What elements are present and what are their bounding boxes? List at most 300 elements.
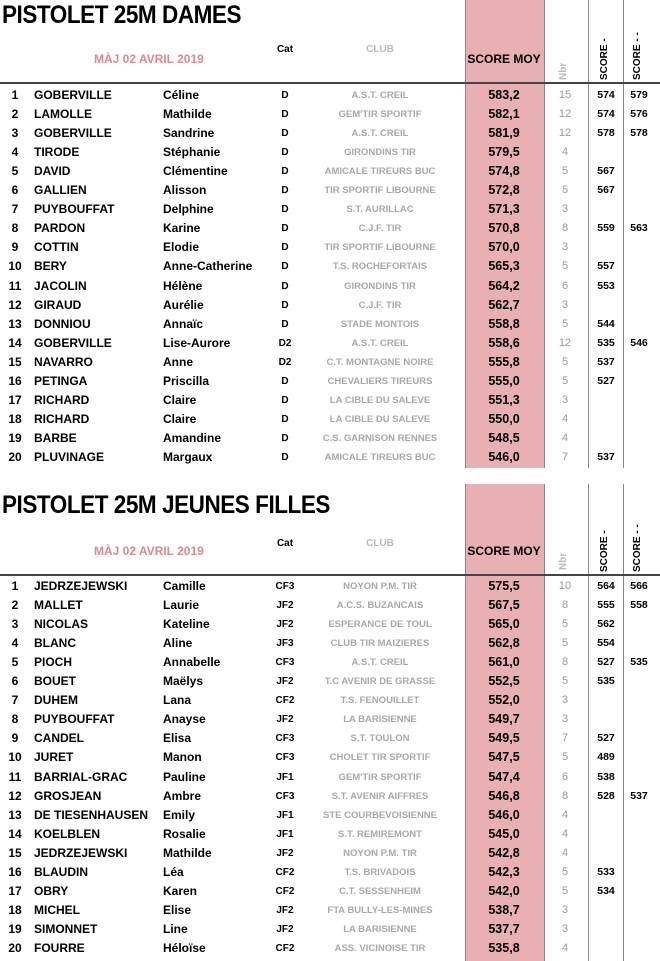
nbr-cell: 5 bbox=[561, 184, 569, 197]
score-2-cell: 535 bbox=[630, 656, 648, 669]
score-1-cell: 535 bbox=[597, 336, 615, 349]
score-1-cell: 554 bbox=[597, 637, 615, 650]
score-moy-cell: 542,0 bbox=[488, 883, 520, 898]
score-1-cell: 574 bbox=[597, 89, 615, 101]
score-moy-cell: 552,0 bbox=[488, 693, 520, 708]
club-cell: NOYON P.M. TIR bbox=[343, 581, 417, 592]
table-row bbox=[0, 391, 660, 410]
table-row bbox=[0, 181, 660, 200]
section-dames bbox=[0, 0, 660, 470]
score-moy-cell: 546,8 bbox=[488, 788, 520, 803]
first-name-cell: Annaïc bbox=[163, 316, 204, 331]
category-cell: D bbox=[281, 185, 289, 197]
score-1-cell: 489 bbox=[597, 751, 615, 764]
last-name-cell: CANDEL bbox=[34, 731, 84, 746]
last-name-cell: KOELBLEN bbox=[34, 826, 100, 841]
rank-cell: 13 bbox=[8, 807, 22, 822]
score-moy-cell: 546,0 bbox=[488, 449, 520, 464]
table-row bbox=[0, 296, 660, 315]
rank-cell: 3 bbox=[11, 126, 19, 141]
table-row bbox=[0, 806, 660, 825]
score-1-cell: 535 bbox=[597, 675, 615, 688]
rank-cell: 6 bbox=[11, 183, 19, 198]
table-row bbox=[0, 238, 660, 257]
first-name-cell: Sandrine bbox=[163, 126, 215, 141]
first-name-cell: Anayse bbox=[163, 712, 206, 727]
last-name-cell: RICHARD bbox=[34, 392, 90, 407]
club-cell: GIRONDINS TIR bbox=[344, 147, 416, 159]
table-row bbox=[0, 577, 660, 596]
category-cell: CF2 bbox=[275, 695, 295, 707]
category-cell: JF2 bbox=[276, 904, 294, 916]
score-1-cell: 567 bbox=[597, 184, 615, 197]
category-cell: CF3 bbox=[275, 733, 295, 745]
last-name-cell: COTTIN bbox=[34, 240, 79, 255]
last-name-cell: JEDRZEJEWSKI bbox=[34, 579, 128, 593]
rank-cell: 15 bbox=[8, 845, 22, 860]
score-moy-cell: 567,5 bbox=[488, 598, 520, 613]
nbr-cell: 8 bbox=[561, 789, 569, 802]
first-name-cell: Léa bbox=[163, 864, 184, 879]
category-cell: JF1 bbox=[276, 828, 294, 840]
table-row bbox=[0, 691, 660, 710]
score-moy-cell: 570,0 bbox=[488, 240, 520, 255]
table-row bbox=[0, 710, 660, 729]
nbr-cell: 5 bbox=[561, 317, 569, 330]
section-title: PISTOLET 25M DAMES bbox=[2, 1, 242, 29]
rank-cell: 14 bbox=[8, 826, 22, 841]
first-name-cell: Claire bbox=[163, 392, 197, 407]
first-name-cell: Margaux bbox=[163, 449, 213, 464]
header-cat: Cat bbox=[276, 538, 294, 549]
score-1-cell: 553 bbox=[597, 279, 615, 292]
score-moy-cell: 555,8 bbox=[488, 354, 520, 369]
last-name-cell: PUYBOUFFAT bbox=[34, 712, 115, 727]
first-name-cell: Lana bbox=[163, 693, 192, 708]
header-score-2: SCORE - - bbox=[632, 32, 643, 80]
score-moy-cell: 582,1 bbox=[488, 107, 520, 122]
last-name-cell: BERY bbox=[34, 259, 67, 274]
first-name-cell: Aurélie bbox=[163, 297, 204, 312]
score-1-cell: 537 bbox=[597, 450, 615, 463]
last-name-cell: PLUVINAGE bbox=[34, 449, 105, 464]
score-1-cell: 559 bbox=[597, 222, 615, 235]
last-name-cell: SIMONNET bbox=[34, 921, 98, 936]
category-cell: CF2 bbox=[275, 942, 295, 954]
nbr-cell: 5 bbox=[561, 751, 569, 764]
header-score-moy: SCORE MOY bbox=[467, 544, 541, 558]
category-cell: D bbox=[281, 166, 289, 178]
club-cell: T.S. FENOUILLET bbox=[340, 695, 420, 707]
table-row bbox=[0, 277, 660, 296]
nbr-cell: 3 bbox=[561, 922, 569, 935]
last-name-cell: DAVID bbox=[34, 164, 71, 179]
rank-cell: 13 bbox=[8, 316, 22, 331]
rank-cell: 18 bbox=[8, 902, 22, 917]
nbr-cell: 8 bbox=[561, 222, 569, 235]
first-name-cell: Ambre bbox=[163, 788, 202, 803]
score-moy-cell: 574,8 bbox=[488, 164, 520, 179]
table-row bbox=[0, 219, 660, 238]
rank-cell: 4 bbox=[11, 145, 19, 160]
score-2-cell: 576 bbox=[630, 108, 648, 121]
table-row bbox=[0, 86, 660, 105]
score-moy-cell: 583,2 bbox=[488, 88, 520, 102]
first-name-cell: Pauline bbox=[163, 769, 206, 784]
nbr-cell: 3 bbox=[561, 713, 569, 726]
score-1-cell: 574 bbox=[597, 108, 615, 121]
nbr-cell: 8 bbox=[561, 656, 569, 669]
last-name-cell: MICHEL bbox=[34, 902, 80, 917]
header-rule bbox=[0, 574, 660, 576]
club-cell: CHOLET TIR SPORTIF bbox=[329, 752, 431, 764]
nbr-cell: 4 bbox=[561, 827, 569, 840]
category-cell: D bbox=[281, 128, 289, 140]
rank-cell: 20 bbox=[8, 940, 22, 955]
nbr-cell: 4 bbox=[561, 146, 569, 159]
category-cell: D bbox=[281, 413, 289, 425]
table-row bbox=[0, 429, 660, 448]
last-name-cell: PUYBOUFFAT bbox=[34, 202, 115, 217]
rank-cell: 19 bbox=[8, 921, 22, 936]
last-name-cell: TIRODE bbox=[34, 145, 80, 160]
club-cell: GIRONDINS TIR bbox=[344, 280, 416, 292]
score-1-cell: 564 bbox=[597, 580, 615, 592]
club-cell: CLUB TIR MAIZIERES bbox=[330, 638, 430, 650]
header-score-2: SCORE - - bbox=[632, 524, 643, 572]
category-cell: JF2 bbox=[276, 600, 294, 612]
club-cell: CHEVALIERS TIREURS bbox=[327, 375, 433, 387]
table-row bbox=[0, 596, 660, 615]
rank-cell: 2 bbox=[11, 107, 19, 122]
score-moy-cell: 565,3 bbox=[488, 259, 520, 274]
last-name-cell: PIOCH bbox=[34, 655, 73, 670]
nbr-cell: 3 bbox=[561, 241, 569, 254]
score-moy-cell: 542,3 bbox=[488, 864, 520, 879]
table-row bbox=[0, 615, 660, 634]
rank-cell: 12 bbox=[8, 788, 22, 803]
section-title: PISTOLET 25M JEUNES FILLES bbox=[2, 491, 330, 519]
club-cell: A.S.T. CREIL bbox=[351, 337, 409, 349]
update-date: MÀJ 02 AVRIL 2019 bbox=[94, 544, 204, 558]
last-name-cell: NAVARRO bbox=[34, 354, 93, 369]
category-cell: JF2 bbox=[276, 923, 294, 935]
table-row bbox=[0, 672, 660, 691]
score-2-cell: 566 bbox=[630, 580, 648, 592]
category-cell: D bbox=[281, 90, 289, 101]
rank-cell: 5 bbox=[11, 164, 19, 179]
first-name-cell: Elisa bbox=[163, 731, 192, 746]
score-1-cell: 534 bbox=[597, 884, 615, 897]
score-moy-cell: 562,8 bbox=[488, 636, 520, 651]
rank-cell: 11 bbox=[8, 278, 22, 293]
first-name-cell: Karine bbox=[163, 221, 201, 236]
first-name-cell: Priscilla bbox=[163, 373, 210, 388]
nbr-cell: 3 bbox=[561, 203, 569, 216]
score-1-cell: 528 bbox=[597, 789, 615, 802]
last-name-cell: JURET bbox=[34, 750, 74, 765]
category-cell: D bbox=[281, 451, 289, 463]
score-moy-cell: 558,8 bbox=[488, 316, 520, 331]
score-moy-cell: 538,7 bbox=[488, 902, 520, 917]
header-cat: Cat bbox=[276, 44, 294, 55]
update-date: MÀJ 02 AVRIL 2019 bbox=[94, 52, 204, 66]
nbr-cell: 12 bbox=[558, 336, 572, 349]
rank-cell: 1 bbox=[11, 88, 19, 102]
last-name-cell: FOURRE bbox=[34, 940, 85, 955]
club-cell: GEM'TIR SPORTIF bbox=[338, 771, 422, 783]
rank-cell: 7 bbox=[11, 202, 19, 217]
category-cell: D bbox=[281, 280, 289, 292]
table-row bbox=[0, 410, 660, 429]
nbr-cell: 5 bbox=[561, 865, 569, 878]
rank-cell: 17 bbox=[8, 392, 22, 407]
category-cell: D bbox=[281, 147, 289, 159]
first-name-cell: Emily bbox=[163, 807, 196, 822]
score-1-cell: 562 bbox=[597, 618, 615, 631]
header-score-1: SCORE - bbox=[599, 38, 610, 80]
score-moy-cell: 561,0 bbox=[488, 655, 520, 670]
score-1-cell: 537 bbox=[597, 355, 615, 368]
table-row bbox=[0, 748, 660, 767]
score-1-cell: 544 bbox=[597, 317, 615, 330]
first-name-cell: Alisson bbox=[163, 183, 207, 198]
category-cell: D bbox=[281, 318, 289, 330]
category-cell: D bbox=[281, 394, 289, 406]
score-moy-cell: 547,4 bbox=[488, 769, 520, 784]
category-cell: CF3 bbox=[275, 790, 295, 802]
club-cell: ASS. VICINOISE TIR bbox=[334, 942, 426, 954]
category-cell: D2 bbox=[278, 356, 292, 368]
nbr-cell: 4 bbox=[561, 941, 569, 954]
header-nbr: Nbr bbox=[558, 552, 569, 570]
category-cell: D bbox=[281, 299, 289, 311]
rank-cell: 14 bbox=[8, 335, 22, 350]
club-cell: LA CIBLE DU SALEVE bbox=[329, 394, 431, 406]
last-name-cell: GOBERVILLE bbox=[34, 126, 112, 141]
score-moy-cell: 562,7 bbox=[488, 297, 520, 312]
club-cell: T.C AVENIR DE GRASSE bbox=[324, 676, 436, 688]
table-row bbox=[0, 863, 660, 882]
rank-cell: 11 bbox=[8, 769, 22, 784]
first-name-cell: Elodie bbox=[163, 240, 200, 255]
score-moy-cell: 581,9 bbox=[488, 126, 520, 141]
club-cell: C.S. GARNISON RENNES bbox=[322, 432, 438, 444]
nbr-cell: 3 bbox=[561, 393, 569, 406]
category-cell: CF2 bbox=[275, 866, 295, 878]
last-name-cell: PARDON bbox=[34, 221, 86, 236]
header-score-moy: SCORE MOY bbox=[467, 52, 541, 66]
first-name-cell: Anne bbox=[163, 354, 193, 369]
last-name-cell: PETINGA bbox=[34, 373, 88, 388]
club-cell: AMICALE TIREURS BUC bbox=[324, 451, 436, 463]
nbr-cell: 5 bbox=[561, 618, 569, 631]
club-cell: LA BARISIENNE bbox=[343, 714, 417, 726]
table-row bbox=[0, 200, 660, 219]
club-cell: C.J.F. TIR bbox=[358, 299, 402, 311]
rank-cell: 3 bbox=[11, 617, 19, 632]
last-name-cell: GOBERVILLE bbox=[34, 88, 112, 102]
club-cell: T.S. BRIVADOIS bbox=[344, 866, 416, 878]
score-1-cell: 533 bbox=[597, 865, 615, 878]
score-2-cell: 578 bbox=[630, 127, 648, 140]
rank-cell: 18 bbox=[8, 411, 22, 426]
club-cell: STE COURBEVOISIENNE bbox=[322, 809, 438, 821]
table-row bbox=[0, 448, 660, 467]
last-name-cell: JEDRZEJEWSKI bbox=[34, 845, 128, 860]
first-name-cell: Hélène bbox=[163, 278, 203, 293]
score-moy-cell: 555,0 bbox=[488, 373, 520, 388]
last-name-cell: DE TIESENHAUSEN bbox=[34, 807, 149, 822]
nbr-cell: 5 bbox=[561, 355, 569, 368]
category-cell: D bbox=[281, 432, 289, 444]
club-cell: C.T. SESSENHEIM bbox=[339, 885, 421, 897]
score-2-cell: 546 bbox=[630, 336, 648, 349]
score-moy-cell: 548,5 bbox=[488, 430, 520, 445]
table-row bbox=[0, 729, 660, 748]
table-row bbox=[0, 124, 660, 143]
score-moy-cell: 571,3 bbox=[488, 202, 520, 217]
category-cell: JF1 bbox=[276, 771, 294, 783]
first-name-cell: Anne-Catherine bbox=[163, 259, 253, 274]
nbr-cell: 7 bbox=[561, 450, 569, 463]
nbr-cell: 5 bbox=[561, 884, 569, 897]
score-1-cell: 527 bbox=[597, 656, 615, 669]
first-name-cell: Clémentine bbox=[163, 164, 228, 179]
last-name-cell: BOUET bbox=[34, 674, 76, 689]
rank-cell: 8 bbox=[11, 712, 19, 727]
score-moy-cell: 552,5 bbox=[488, 674, 520, 689]
rank-cell: 15 bbox=[8, 354, 22, 369]
score-moy-cell: 542,8 bbox=[488, 845, 520, 860]
rank-cell: 8 bbox=[11, 221, 19, 236]
last-name-cell: GIRAUD bbox=[34, 297, 82, 312]
score-moy-cell: 547,5 bbox=[488, 750, 520, 765]
category-cell: CF2 bbox=[275, 885, 295, 897]
category-cell: D bbox=[281, 223, 289, 235]
rank-cell: 5 bbox=[11, 655, 19, 670]
club-cell: GEM'TIR SPORTIF bbox=[338, 109, 422, 121]
score-1-cell: 555 bbox=[597, 599, 615, 612]
club-cell: S.T. TOULON bbox=[350, 733, 410, 745]
club-cell: A.C.S. BUZANCAIS bbox=[336, 600, 424, 612]
first-name-cell: Héloïse bbox=[163, 940, 206, 955]
nbr-cell: 4 bbox=[561, 846, 569, 859]
last-name-cell: NICOLAS bbox=[34, 617, 88, 632]
rank-cell: 10 bbox=[8, 259, 22, 274]
last-name-cell: OBRY bbox=[34, 883, 69, 898]
first-name-cell: Elise bbox=[163, 902, 192, 917]
first-name-cell: Line bbox=[163, 921, 188, 936]
score-2-cell: 537 bbox=[630, 789, 648, 802]
rank-cell: 1 bbox=[11, 579, 19, 593]
category-cell: D2 bbox=[278, 337, 292, 349]
first-name-cell: Rosalie bbox=[163, 826, 206, 841]
rank-cell: 17 bbox=[8, 883, 22, 898]
category-cell: D bbox=[281, 204, 289, 216]
nbr-cell: 6 bbox=[561, 770, 569, 783]
score-1-cell: 538 bbox=[597, 770, 615, 783]
category-cell: JF2 bbox=[276, 847, 294, 859]
club-cell: TIR SPORTIF LIBOURNE bbox=[324, 185, 436, 197]
score-moy-cell: 549,5 bbox=[488, 731, 520, 746]
table-row bbox=[0, 939, 660, 958]
category-cell: JF3 bbox=[276, 638, 294, 650]
rank-cell: 6 bbox=[11, 674, 19, 689]
nbr-cell: 12 bbox=[558, 108, 572, 121]
nbr-cell: 5 bbox=[561, 165, 569, 178]
last-name-cell: BLANC bbox=[34, 636, 76, 651]
first-name-cell: Claire bbox=[163, 411, 197, 426]
nbr-cell: 5 bbox=[561, 637, 569, 650]
rank-cell: 9 bbox=[11, 240, 19, 255]
last-name-cell: MALLET bbox=[34, 598, 83, 613]
first-name-cell: Céline bbox=[163, 88, 200, 102]
first-name-cell: Karen bbox=[163, 883, 198, 898]
rank-cell: 4 bbox=[11, 636, 19, 651]
club-cell: NOYON P.M. TIR bbox=[343, 847, 417, 859]
section-jeunes-filles bbox=[0, 484, 660, 961]
table-row bbox=[0, 162, 660, 181]
table-row bbox=[0, 334, 660, 353]
score-moy-cell: 535,8 bbox=[488, 940, 520, 955]
club-cell: STADE MONTOIS bbox=[340, 318, 420, 330]
table-row bbox=[0, 844, 660, 863]
header-score-1: SCORE - bbox=[599, 530, 610, 572]
category-cell: D bbox=[281, 375, 289, 387]
nbr-cell: 4 bbox=[561, 808, 569, 821]
table-row bbox=[0, 901, 660, 920]
first-name-cell: Delphine bbox=[163, 202, 214, 217]
table-row bbox=[0, 653, 660, 672]
club-cell: C.J.F. TIR bbox=[358, 223, 402, 235]
club-cell: LA BARISIENNE bbox=[343, 923, 417, 935]
table-row bbox=[0, 825, 660, 844]
table-row bbox=[0, 768, 660, 787]
first-name-cell: Lise-Aurore bbox=[163, 335, 231, 350]
score-moy-cell: 551,3 bbox=[488, 392, 520, 407]
table-row bbox=[0, 787, 660, 806]
last-name-cell: RICHARD bbox=[34, 411, 90, 426]
club-cell: A.S.T. CREIL bbox=[351, 128, 409, 140]
table-row bbox=[0, 372, 660, 391]
header-club: CLUB bbox=[366, 44, 394, 55]
table-row bbox=[0, 353, 660, 372]
score-moy-cell: 572,8 bbox=[488, 183, 520, 198]
score-2-cell: 558 bbox=[630, 599, 648, 612]
last-name-cell: DONNIOU bbox=[34, 316, 91, 331]
category-cell: JF2 bbox=[276, 714, 294, 726]
table-row bbox=[0, 315, 660, 334]
category-cell: JF1 bbox=[276, 809, 294, 821]
score-moy-cell: 558,6 bbox=[488, 335, 520, 350]
score-1-cell: 527 bbox=[597, 732, 615, 745]
rank-cell: 12 bbox=[8, 297, 22, 312]
table-row bbox=[0, 920, 660, 939]
score-moy-cell: 575,5 bbox=[488, 579, 520, 593]
category-cell: CF3 bbox=[275, 752, 295, 764]
rank-cell: 20 bbox=[8, 449, 22, 464]
first-name-cell: Maëlys bbox=[163, 674, 204, 689]
first-name-cell: Kateline bbox=[163, 617, 210, 632]
score-2-cell: 579 bbox=[630, 89, 648, 101]
last-name-cell: GROSJEAN bbox=[34, 788, 102, 803]
rank-cell: 7 bbox=[11, 693, 19, 708]
score-moy-cell: 537,7 bbox=[488, 921, 520, 936]
category-cell: D bbox=[281, 261, 289, 273]
nbr-cell: 4 bbox=[561, 431, 569, 444]
club-cell: S.T. REMIREMONT bbox=[338, 828, 422, 840]
